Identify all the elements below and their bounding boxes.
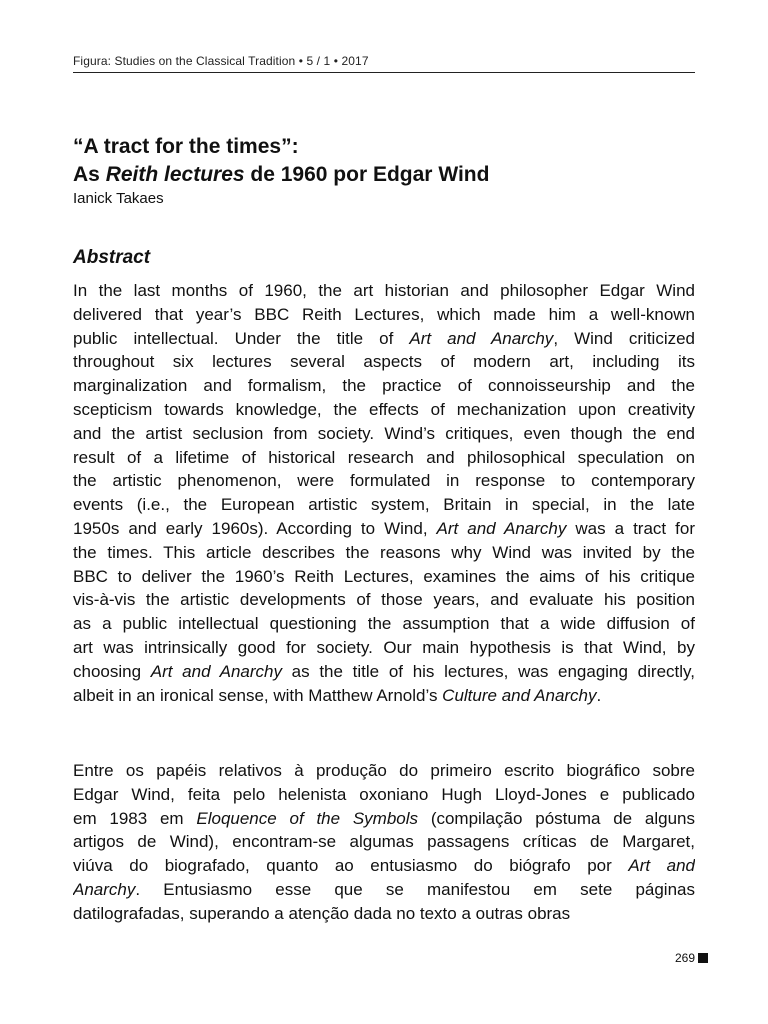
text-run: as the title of his lectures, was engaging directly, [281,661,695,681]
italic-title-text: Art and [628,856,695,876]
text-run: the artistic phenomenon, were formulated in response to contemporary [73,471,695,491]
text-run: public intellectual. Under the title of [73,328,410,348]
text-line [73,565,695,589]
text-run: events (i.e., the European artistic system, Britain in special, in the late [73,495,695,515]
text-line [73,374,695,398]
text-run: scepticism towards knowledge, the effects of mechanization upon creativity [73,399,695,419]
text-run: datilografadas, superando a atenção dada no texto a outras obras [73,903,571,923]
title-suffix: de 1960 por Edgar Wind [244,163,490,186]
author-name: Ianick Takaes [73,190,164,207]
text-line [73,902,695,926]
text-run: choosing [73,661,151,681]
text-line [73,878,695,902]
text-line [73,398,695,422]
text-line [73,493,695,517]
text-run: BBC to deliver the 1960’s Reith Lectures, examines the aims of his critique [73,566,695,586]
article-title-line-2 [73,161,695,189]
text-run: . [596,685,602,705]
text-line [73,660,695,684]
text-line [73,422,695,446]
text-line [73,327,695,351]
text-run: vis-à-vis the artistic developments of those years, and evaluate his position [73,590,695,610]
text-run: 1950s and early 1960s). According to Wind, [73,518,437,538]
text-run: marginalization and formalism, the practice of connoisseurship and the [73,376,695,396]
text-line [73,636,695,660]
text-run: In the last months of 1960, the art historian and philosopher Edgar Wind [73,281,695,300]
text-line [73,830,695,854]
text-run: viúva do biografado, quanto ao entusiasmo do biógrafo por [73,856,629,876]
text-run: as a public intellectual questioning the assumption that a wide diffusion of [73,614,695,634]
text-line [73,759,695,783]
text-line [73,303,695,327]
text-run: em 1983 em [73,808,197,828]
text-run: (compilação póstuma de alguns [418,808,695,828]
text-line [73,446,695,470]
page-marker-square [698,953,708,963]
abstract-paragraph [73,279,695,707]
text-line [73,279,695,303]
header-rule [73,72,695,73]
text-line [73,783,695,807]
body-paragraph [73,759,695,926]
text-line [73,350,695,374]
text-run: the times. This article describes the reasons why Wind was invited by the [73,542,695,562]
title-prefix: As [73,163,106,186]
text-line [73,588,695,612]
text-line [73,854,695,878]
title-block [73,133,695,209]
italic-title-text: Art and Anarchy [150,661,282,681]
text-run: artigos de Wind), encontram-se algumas passagens críticas de Margaret, [73,832,695,852]
running-head: Figura: Studies on the Classical Tradition • 5 / 1 • 2017 [73,54,369,68]
text-run: Entre os papéis relativos à produção do primeiro escrito biográfico sobre [73,761,695,780]
text-run: , Wind criticized [553,328,695,348]
text-run: delivered that year’s BBC Reith Lectures, which made him a well-known [73,304,695,324]
text-line [73,517,695,541]
page-number-text: 269 [674,951,695,965]
text-line [73,469,695,493]
page-number [675,951,708,965]
italic-title-text: Art and Anarchy [436,518,567,538]
text-run: art was intrinsically good for society. Our main hypothesis is that Wind, by [73,637,695,657]
text-run: result of a lifetime of historical research and philosophical speculation on [73,447,695,467]
italic-title-text: Culture and Anarchy [442,685,597,705]
text-line [73,541,695,565]
text-run: Edgar Wind, feita pelo helenista oxoniano Hugh Lloyd-Jones e publicado [73,784,695,804]
article-title-line-1: “A tract for the times”: [73,135,299,158]
italic-title-text: Anarchy [73,879,136,899]
text-run: and the artist seclusion from society. Wind’s critiques, even though the end [73,423,695,443]
text-run: throughout six lectures several aspects of modern art, including its [73,352,695,372]
text-line [73,612,695,636]
text-line [73,807,695,831]
text-run: . Entusiasmo esse que se manifestou em sete páginas [135,879,695,899]
text-line [73,684,695,708]
text-run: albeit in an ironical sense, with Matthew Arnold’s [73,685,443,705]
italic-title-text: Eloquence of the Symbols [196,808,419,828]
abstract-heading: Abstract [73,247,151,268]
text-run: was a tract for [566,518,695,538]
title-italic: Reith lectures [105,163,245,186]
italic-title-text: Art and Anarchy [409,328,554,348]
